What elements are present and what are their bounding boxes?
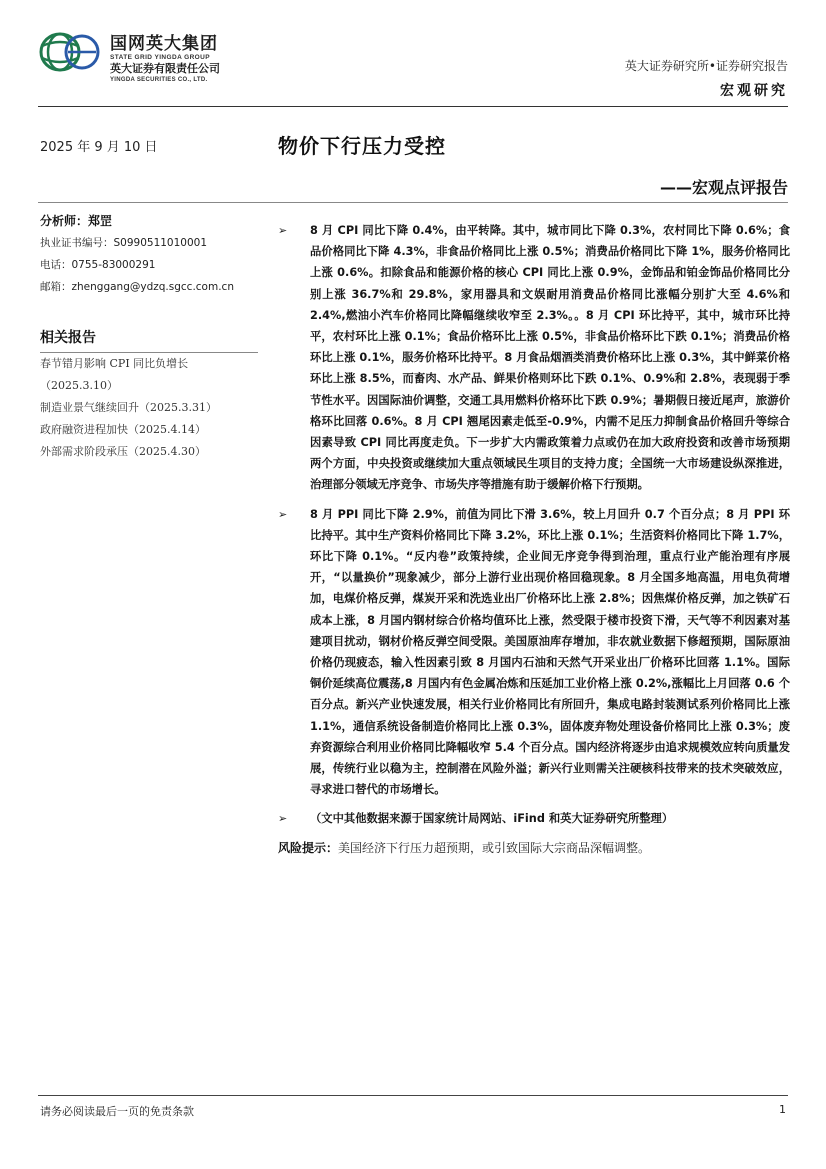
source-note-text: （文中其他数据来源于国家统计局网站、iFind 和英大证券研究所整理） bbox=[310, 812, 674, 826]
sidebar bbox=[40, 210, 262, 463]
ppi-text: 8 月 PPI 同比下降 2.9%，前值为同比下滑 3.6%，较上月回升 0.7 个百分点；8 月 PPI 环比持平。其中生产资料价格同比下降 3.2%，环比上涨 0.1%；生活资料价格同比下降 1.7%，环比下降 0.1%。“反内卷”政策持续，企业间无序竞争得到治理，重点行业产能治理有序展开，“以量换价”现象减少，部分上游行业出现价格回稳现象。8 月全国多地高温，用电负荷增加，电煤价格反弹，煤炭开采和洗选业出厂价格环比上涨 2.8%；因焦煤价格反弹，加之铁矿石成本上涨，8 月国内钢材综合价格均值环比上涨，然受限于楼市投资下滑，天气等不利因素对基建项目扰动，钢材价格反弹空间受限。美国原油库存增加，非农就业数据下修超预期，国际原油价格仍现疲态，输入性因素引致 8 月国内石油和天然气开采业出厂价格环比回落 1.1%。国际铜价延续高位震荡,8 月国内有色金属冶炼和压延加工业价格上涨 0.2%,涨幅比上月回落 0.6 个百分点。新兴产业快速发展，相关行业价格同比有所回升，集成电路封装测试系列价格同比上涨 1.1%，通信系统设备制造价格同比上涨 0.3%，固体废弃物处理设备价格同比上涨 0.3%；废弃资源综合利用业价格同比降幅收窄 5.4 个百分点。国内经济将逐步由追求规模效应转向质量发展，传统行业以稳为主，控制潜在风险外溢；新兴行业则需关注硬核科技带来的技术突破效应，寻求进口替代的市场增长。 bbox=[310, 507, 790, 797]
report-source: 英大证券研究所•证券研究报告 bbox=[624, 59, 788, 73]
related-reports-title: 相关报告 bbox=[40, 330, 96, 346]
risk-text: 美国经济下行压力超预期，或引致国际大宗商品深幅调整。 bbox=[338, 840, 651, 855]
page-title: 物价下行压力受控 bbox=[278, 134, 446, 158]
report-subtitle: ——宏观点评报告 bbox=[659, 178, 788, 197]
report-section: 宏观研究 bbox=[720, 83, 788, 99]
title-divider bbox=[38, 202, 788, 203]
header-divider bbox=[38, 106, 788, 107]
source-note-paragraph bbox=[278, 808, 790, 829]
bullet-arrow-icon: ➢ bbox=[278, 812, 288, 826]
analyst-cert: 执业证书编号：S0990511010001 bbox=[40, 237, 208, 249]
logo-en: STATE GRID YINGDA GROUP bbox=[110, 54, 210, 61]
bullet-arrow-icon: ➢ bbox=[278, 507, 288, 521]
related-report-item-date: （2025.3.10） bbox=[40, 379, 118, 392]
logo-cn: 国网英大集团 bbox=[110, 34, 218, 54]
logo-text bbox=[110, 34, 220, 84]
main-content bbox=[278, 220, 790, 858]
related-report-item[interactable]: 外部需求阶段承压（2025.4.30） bbox=[40, 445, 206, 458]
analyst-email[interactable]: 邮箱：zhenggang@ydzq.sgcc.com.cn bbox=[40, 281, 234, 293]
disclaimer-link[interactable]: 请务必阅读最后一页的免责条款 bbox=[40, 1105, 194, 1118]
state-grid-logo bbox=[38, 32, 102, 72]
analyst-name: 分析师：郑罡 bbox=[40, 214, 113, 228]
logo-company-en: YINGDA SECURITIES CO., LTD. bbox=[110, 77, 208, 83]
page-number: 1 bbox=[779, 1103, 786, 1116]
bullet-arrow-icon: ➢ bbox=[278, 224, 288, 237]
related-report-item[interactable]: 春节错月影响 CPI 同比负增长 bbox=[40, 357, 189, 370]
logo-company-cn: 英大证券有限责任公司 bbox=[110, 62, 220, 75]
risk-label: 风险提示： bbox=[278, 840, 339, 855]
cpi-text: 8 月 CPI 同比下降 0.4%，由平转降。其中，城市同比下降 0.3%，农村同比下降 0.6%；食品价格同比下降 4.3%，非食品价格同比上涨 0.5%；消费品价格同比下降 1%，服务价格同比上涨 0.6%。扣除食品和能源价格的核心 CPI 同比上涨 0.9%，金饰品和铂金饰品价格同比分别上涨 36.7%和 29.8%，家用器具和文娱耐用消费品价格同比涨幅分别扩大至 4.6%和 2.4%,燃油小汽车价格同比降幅继续收窄至 2.3%。。8 月 CPI 环比持平，其中，城市环比持平，农村环比上涨 0.1%；食品价格环比上涨 0.5%，非食品价格环比下跌 0.1%；消费品价格环比上涨 0.1%，服务价格环比持平。8 月食品烟酒类消费价格环比上涨 0.3%，其中鲜菜价格环比上涨 8.5%，而畜肉、水产品、鲜果价格则环比下跌 0.1%、0.9%和 2.8%，表现弱于季节性水平。因国际油价调整，交通工具用燃料价格环比下跌 0.9%；暑期假日接近尾声，旅游价格环比回落 0.6%。8 月 CPI 翘尾因素走低至-0.9%，内需不足压力抑制食品价格回升等综合因素导致 CPI 同比再度走负。下一步扩大内需政策着力点或仍在加大政府投资和改善市场预期两个方面，中央投资或继续加大重点领域民生项目的支持力度；全国统一大市场建设纵深推进，治理部分领域无序竞争、市场失序等措施有助于缓解价格下行预期。 bbox=[310, 224, 790, 492]
risk-warning bbox=[278, 838, 790, 858]
cpi-paragraph bbox=[278, 220, 790, 496]
footer-divider bbox=[38, 1095, 788, 1096]
analyst-phone: 电话：0755-83000291 bbox=[40, 259, 156, 271]
related-report-item[interactable]: 制造业景气继续回升（2025.3.31） bbox=[40, 401, 217, 414]
related-report-item[interactable]: 政府融资进程加快（2025.4.14） bbox=[40, 423, 206, 436]
ppi-paragraph bbox=[278, 504, 790, 801]
report-date: 2025 年 9 月 10 日 bbox=[40, 140, 158, 155]
